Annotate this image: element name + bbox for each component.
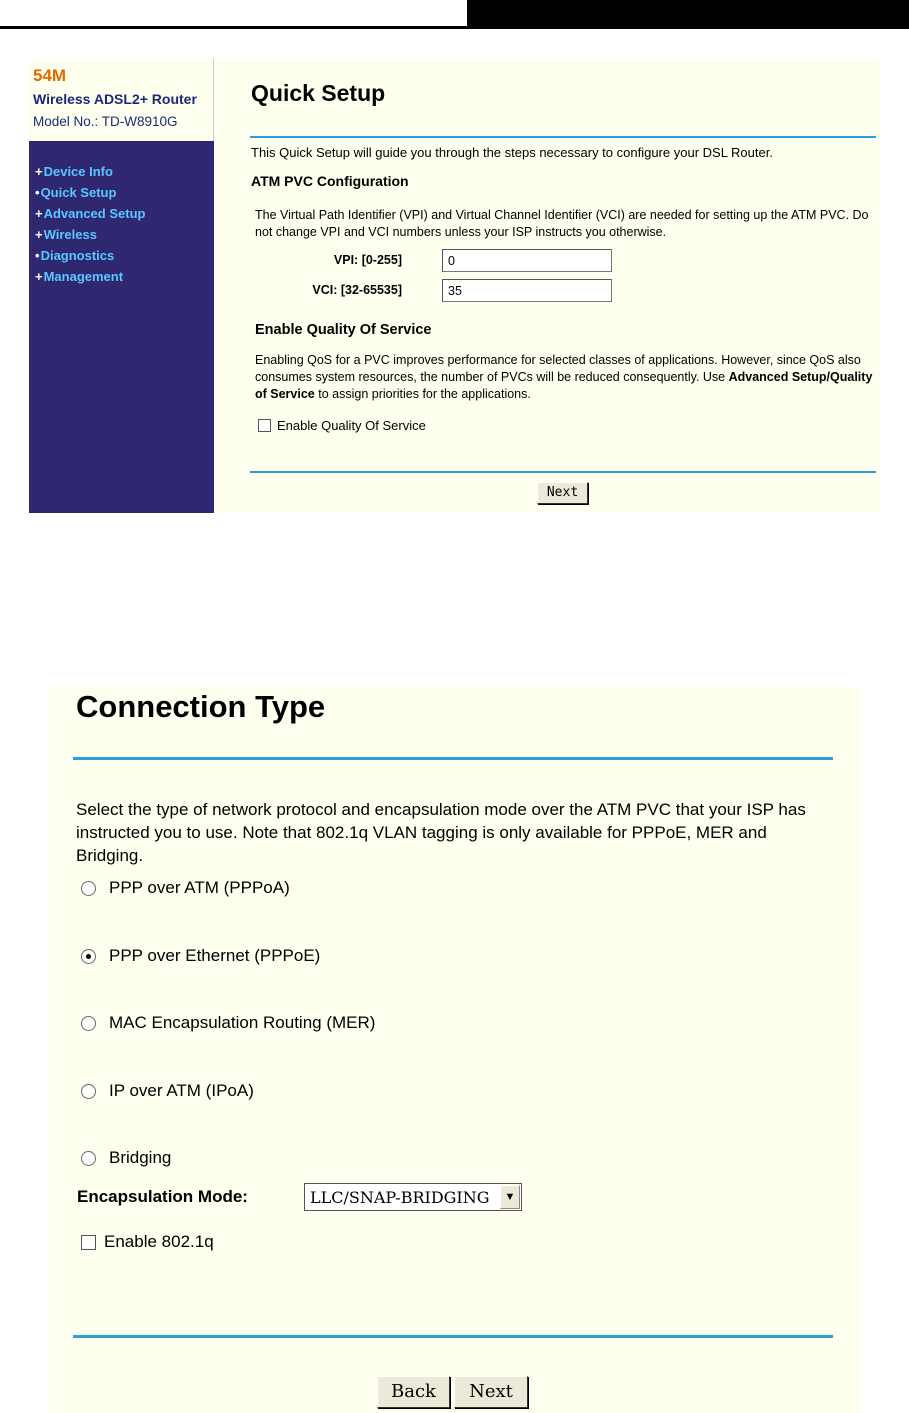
option-pppoa[interactable] bbox=[81, 878, 290, 898]
vpi-input[interactable] bbox=[442, 249, 612, 272]
vci-label: VCI: [32-65535] bbox=[312, 283, 402, 297]
option-pppoe[interactable] bbox=[81, 946, 320, 966]
next-button[interactable]: Next bbox=[454, 1376, 528, 1408]
option-label: IP over ATM (IPoA) bbox=[109, 1081, 254, 1100]
sidebar-item-diagnostics[interactable] bbox=[29, 245, 214, 266]
brand-panel bbox=[29, 59, 214, 141]
connection-type-description: Select the type of network protocol and encapsulation mode over the ATM PVC that your ISP has instructed you to use. Note that 802.1q VLAN tagging is only available for PPPoE, MER and Bridging. bbox=[76, 800, 806, 865]
sidebar-item-label: Device Info bbox=[43, 164, 113, 179]
sidebar-item-label: Wireless bbox=[43, 227, 97, 242]
sidebar-item-label: Quick Setup bbox=[40, 185, 117, 200]
brand-speed: 54M bbox=[33, 66, 67, 85]
divider bbox=[73, 757, 833, 760]
qos-checkbox-row bbox=[258, 418, 426, 433]
plus-icon: + bbox=[35, 164, 43, 179]
qos-checkbox[interactable] bbox=[258, 419, 271, 432]
intro-text: This Quick Setup will guide you through the steps necessary to configure your DSL Router. bbox=[251, 145, 773, 160]
quick-setup-content bbox=[214, 59, 880, 513]
qos-heading: Enable Quality Of Service bbox=[255, 322, 432, 338]
sidebar-item-management[interactable] bbox=[29, 266, 214, 287]
sidebar-item-wireless[interactable] bbox=[29, 224, 214, 245]
sidebar-nav bbox=[29, 161, 214, 287]
vlan-checkbox[interactable] bbox=[81, 1235, 96, 1250]
qos-desc-part1: Enabling QoS for a PVC improves performance for selected classes of applications. However, since QoS also consumes system resources, the number of PVCs will be reduced consequently. Use bbox=[255, 353, 861, 384]
sidebar-item-device-info[interactable] bbox=[29, 161, 214, 182]
atm-description: The Virtual Path Identifier (VPI) and Virtual Channel Identifier (VCI) are needed for setting up the ATM PVC. Do not change VPI and VCI numbers unless your ISP instructs you otherwise. bbox=[255, 208, 869, 239]
option-label: PPP over Ethernet (PPPoE) bbox=[109, 946, 321, 965]
option-bridging[interactable] bbox=[81, 1148, 171, 1168]
plus-icon: + bbox=[35, 206, 43, 221]
next-button[interactable]: Next bbox=[537, 482, 588, 504]
option-mer[interactable] bbox=[81, 1013, 375, 1033]
radio-mer[interactable] bbox=[81, 1016, 96, 1031]
sidebar-item-advanced-setup[interactable] bbox=[29, 203, 214, 224]
radio-pppoe[interactable] bbox=[81, 949, 96, 964]
qos-checkbox-label: Enable Quality Of Service bbox=[277, 418, 426, 433]
encapsulation-mode-select[interactable] bbox=[304, 1183, 522, 1211]
header-black-block bbox=[467, 0, 909, 26]
option-ipoa[interactable] bbox=[81, 1081, 254, 1101]
sidebar bbox=[29, 59, 214, 513]
atm-heading: ATM PVC Configuration bbox=[251, 173, 409, 189]
page-title: Connection Type bbox=[76, 689, 326, 724]
option-label: MAC Encapsulation Routing (MER) bbox=[109, 1013, 376, 1032]
vlan-checkbox-row bbox=[81, 1232, 214, 1252]
back-button[interactable]: Back bbox=[377, 1376, 450, 1408]
chevron-down-icon[interactable]: ▼ bbox=[500, 1185, 520, 1209]
vpi-label: VPI: [0-255] bbox=[333, 253, 402, 267]
vlan-checkbox-label: Enable 802.1q bbox=[104, 1232, 214, 1251]
sidebar-item-quick-setup[interactable] bbox=[29, 182, 214, 203]
qos-desc-link-text: Advanced Setup/Quality of Service bbox=[255, 370, 873, 401]
connection-type-screenshot bbox=[49, 686, 861, 1413]
vci-input[interactable] bbox=[442, 279, 612, 302]
qos-desc-part2: to assign priorities for the applications. bbox=[314, 387, 531, 401]
sidebar-item-label: Advanced Setup bbox=[43, 206, 146, 221]
divider bbox=[250, 471, 876, 473]
plus-icon: + bbox=[35, 227, 43, 242]
divider bbox=[73, 1335, 833, 1338]
bullet-icon: • bbox=[35, 248, 40, 263]
document-header bbox=[0, 0, 909, 30]
option-label: Bridging bbox=[109, 1148, 172, 1167]
sidebar-item-label: Diagnostics bbox=[40, 248, 115, 263]
radio-ipoa[interactable] bbox=[81, 1084, 96, 1099]
page-title: Quick Setup bbox=[251, 80, 386, 106]
header-rule bbox=[0, 26, 909, 29]
quick-setup-screenshot bbox=[29, 59, 880, 513]
bullet-icon: • bbox=[35, 185, 40, 200]
radio-pppoa[interactable] bbox=[81, 881, 96, 896]
brand-model: Model No.: TD-W8910G bbox=[33, 114, 178, 129]
radio-bridging[interactable] bbox=[81, 1151, 96, 1166]
divider bbox=[250, 136, 876, 138]
plus-icon: + bbox=[35, 269, 43, 284]
brand-product: Wireless ADSL2+ Router bbox=[33, 91, 197, 107]
qos-description bbox=[255, 352, 875, 403]
select-value: LLC/SNAP-BRIDGING bbox=[310, 1187, 490, 1207]
option-label: PPP over ATM (PPPoA) bbox=[109, 878, 290, 897]
encapsulation-mode-label: Encapsulation Mode: bbox=[77, 1187, 248, 1206]
sidebar-item-label: Management bbox=[43, 269, 124, 284]
